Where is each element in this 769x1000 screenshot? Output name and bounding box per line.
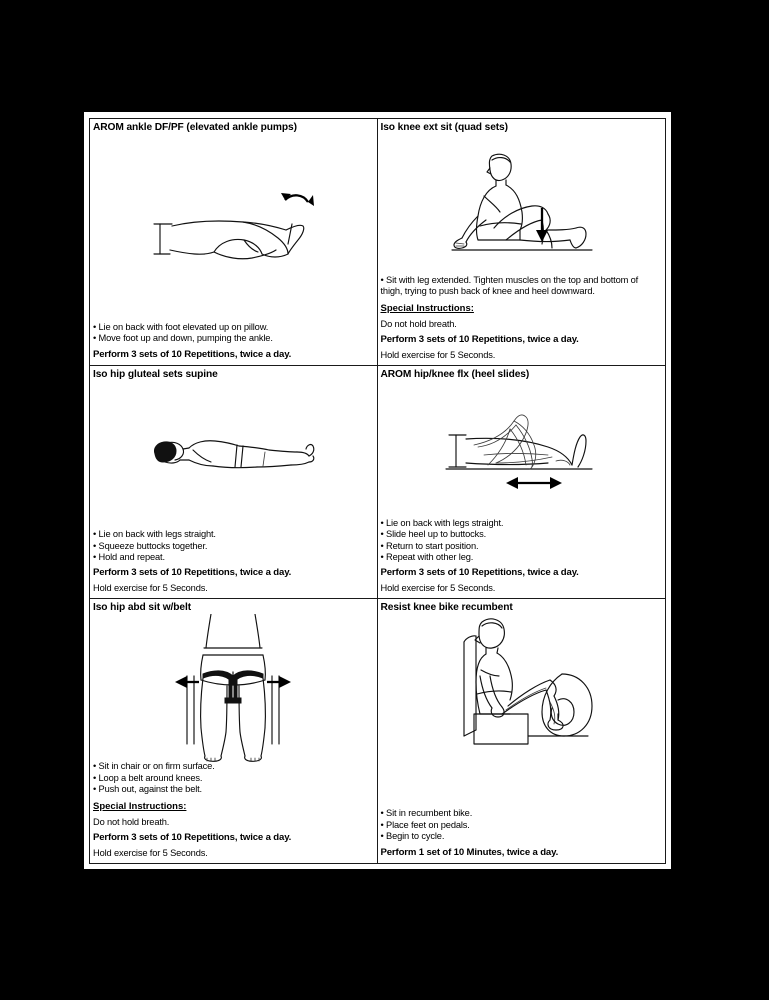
belt-abduction-figure-svg [169,614,297,762]
exercise-cell-arom-hip-knee-flx [378,366,666,599]
bullet-item: • Slide heel up to buttocks. [380,529,487,540]
hold-text: Hold exercise for 5 Seconds. [380,350,496,361]
prescription-text: Perform 3 sets of 10 Repetitions, twice a day. [93,348,292,360]
exercise-cell-iso-hip-abd-sit-belt [90,599,378,863]
exercise-illustration-heel-slides [378,381,666,518]
prescription-text: Perform 1 set of 10 Minutes, twice a day. [380,846,559,858]
exercise-instructions [378,275,666,365]
special-instructions-text: Do not hold breath. [93,817,170,828]
exercise-cell-resist-knee-bike-recumbent [378,599,666,863]
exercise-illustration-ankle-pumps [90,134,377,322]
exercise-cell-iso-hip-gluteal-sets-supine [90,366,378,599]
bullet-item: • Sit with leg extended. Tighten muscles on the top and bottom of thigh, trying to push back of knee and heel downward. [380,274,639,297]
ankle-pump-figure-svg [148,180,318,275]
hold-text: Hold exercise for 5 Seconds. [380,583,496,594]
bullet-item: • Loop a belt around knees. [93,772,203,783]
exercise-title: AROM hip/knee flx (heel slides) [380,369,530,380]
exercise-illustration-glute-sets [90,381,377,529]
exercise-title: Iso hip abd sit w/belt [93,602,191,613]
bullet-item: • Return to start position. [380,540,479,551]
bullet-item: • Move foot up and down, pumping the ankle. [93,333,273,344]
bullet-item: • Place feet on pedals. [380,819,470,830]
bullet-item: • Squeeze buttocks together. [93,540,208,551]
quad-set-figure-svg [446,150,596,258]
bullet-item: • Lie on back with legs straight. [93,529,216,540]
bullet-item: • Begin to cycle. [380,831,445,842]
exercise-title: Resist knee bike recumbent [380,602,513,613]
paper-page [84,112,671,869]
bullet-item: • Lie on back with foot elevated up on pillow. [93,321,269,332]
prescription-text: Perform 3 sets of 10 Repetitions, twice a day. [380,334,579,346]
recumbent-bike-figure-svg [446,614,596,749]
exercise-illustration-belt-abduction [90,614,377,761]
exercise-instructions [90,761,377,863]
exercise-instructions [378,518,666,598]
hold-text: Hold exercise for 5 Seconds. [93,848,208,859]
exercise-instructions [90,529,377,598]
hold-text: Hold exercise for 5 Seconds. [93,583,208,594]
prescription-text: Perform 3 sets of 10 Repetitions, twice a day. [93,567,292,579]
exercise-cell-iso-knee-ext-sit [378,119,666,366]
bullet-item: • Sit in chair or on firm surface. [93,761,215,772]
prescription-text: Perform 3 sets of 10 Repetitions, twice a day. [93,832,292,844]
exercise-instructions [378,808,666,863]
special-instructions-label: Special Instructions: [93,800,187,812]
bullet-item: • Push out, against the belt. [93,784,202,795]
heel-slide-figure-svg [444,403,599,495]
exercise-table [89,118,666,864]
bullet-item: • Sit in recumbent bike. [380,808,473,819]
special-instructions-text: Do not hold breath. [380,319,457,330]
exercise-title: AROM ankle DF/PF (elevated ankle pumps) [93,122,297,133]
special-instructions-label: Special Instructions: [380,302,474,314]
supine-figure-svg [147,424,319,486]
exercise-instructions [90,322,377,365]
exercise-title: Iso hip gluteal sets supine [93,369,218,380]
exercise-title: Iso knee ext sit (quad sets) [380,122,508,133]
bullet-item: • Repeat with other leg. [380,552,474,563]
exercise-illustration-quad-sets [378,134,666,275]
exercise-illustration-recumbent-bike [378,614,666,808]
prescription-text: Perform 3 sets of 10 Repetitions, twice a day. [380,567,579,579]
bullet-item: • Hold and repeat. [93,552,165,563]
exercise-cell-arom-ankle-df-pf [90,119,378,366]
special-instructions-block [381,298,662,317]
bullet-item: • Lie on back with legs straight. [380,517,504,528]
special-instructions-block [93,796,373,815]
